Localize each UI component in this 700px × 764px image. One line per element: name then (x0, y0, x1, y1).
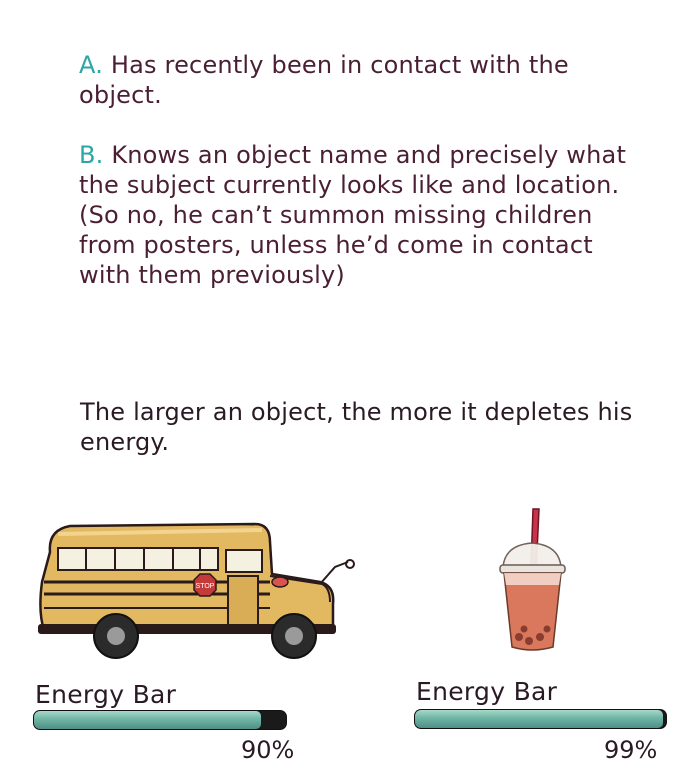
bus-energy-label: Energy Bar (35, 680, 177, 709)
drink-energy-percent: 99% (604, 736, 658, 764)
bubble-tea-illustration (495, 505, 570, 655)
rule-a (79, 50, 639, 110)
rule-a-marker: A. (79, 51, 104, 79)
rule-b (79, 140, 639, 290)
school-bus-illustration (30, 512, 360, 672)
rule-b-note: (So no, he can’t summon missing children from posters, unless he’d come in contact with them previously) (79, 201, 593, 289)
rule-b-text: Knows an object name and precisely what the subject currently looks like and location. (79, 141, 627, 199)
energy-statement: The larger an object, the more it depletes his energy. (80, 398, 633, 456)
bus-energy-bar-fill (34, 711, 261, 729)
drink-energy-label: Energy Bar (416, 677, 558, 706)
drink-energy-bar-fill (415, 710, 663, 728)
rule-b-marker: B. (79, 141, 104, 169)
bus-energy-bar (34, 711, 286, 729)
stop-sign-text: STOP (195, 583, 215, 590)
bus-energy-percent: 90% (241, 736, 295, 764)
drink-energy-bar (415, 710, 666, 728)
rule-a-text: Has recently been in contact with the object. (79, 51, 569, 109)
